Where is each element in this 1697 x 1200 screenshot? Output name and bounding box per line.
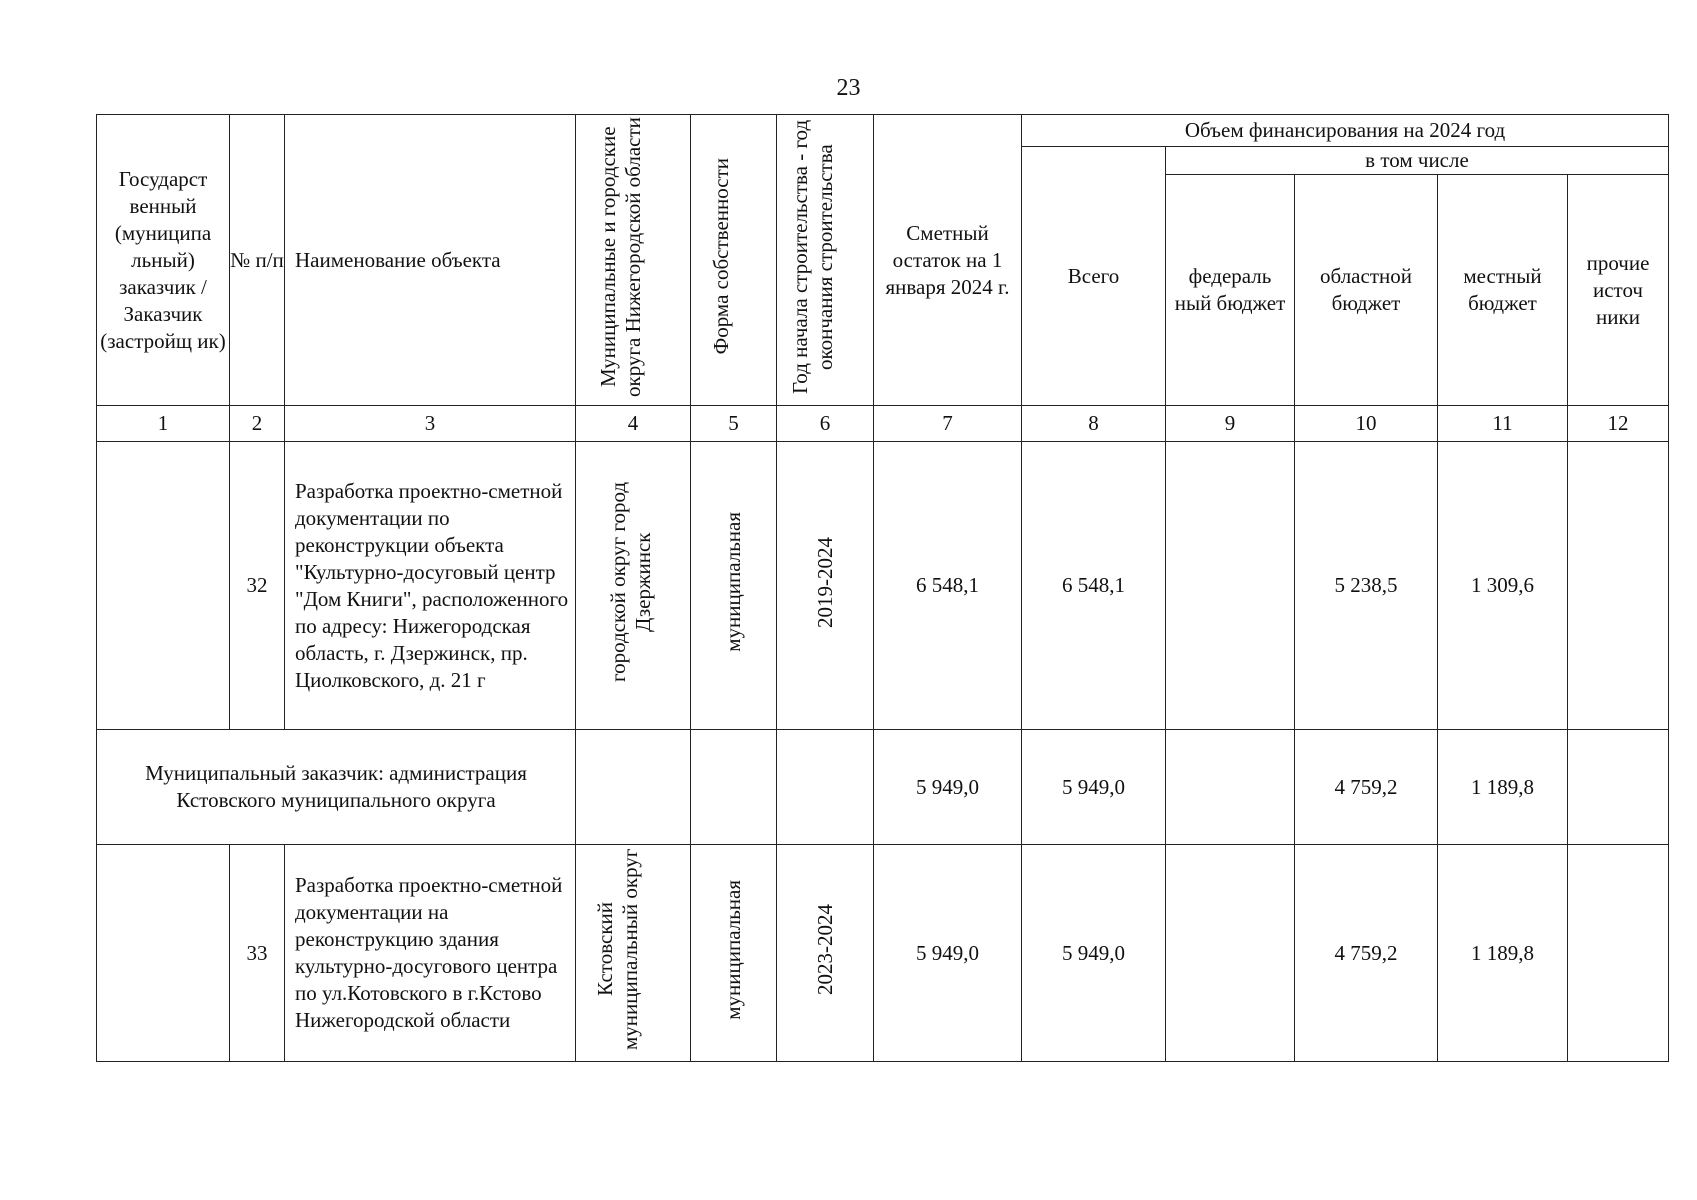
header-customer: Государст венный (муниципа льный) заказчик / Заказчик (застройщ ик) [97,115,230,406]
cell-name: Разработка проектно-сметной документации по реконструкции объекта "Культурно-досуговый центр "Дом Книги", расположенного по адресу: Нижегородская область, г. Дзержинск, пр. Циолковского, д. 21 г [285,442,576,730]
column-number: 5 [691,406,777,442]
cell-federal [1166,845,1295,1062]
header-ownership-text: Форма собственности [708,158,733,355]
header-name: Наименование объекта [285,115,576,406]
header-estimate: Сметный остаток на 1 января 2024 г. [874,115,1022,406]
column-number: 8 [1022,406,1166,442]
cell-years-text: 2019-2024 [812,536,837,628]
table-row [97,845,1669,1062]
header-row-top [97,115,1669,147]
header-regional: областной бюджет [1295,175,1438,406]
cell-customer [97,442,230,730]
column-numbers-row [97,406,1669,442]
cell-name: Разработка проектно-сметной документации на реконструкцию здания культурно-досугового центра по ул.Котовского в г.Кстово Нижегородской области [285,845,576,1062]
column-number: 12 [1568,406,1669,442]
cell-regional: 5 238,5 [1295,442,1438,730]
cell-no: 33 [230,845,285,1062]
column-number: 7 [874,406,1022,442]
cell-regional: 4 759,2 [1295,845,1438,1062]
cell-customer [97,845,230,1062]
column-number: 10 [1295,406,1438,442]
column-number: 1 [97,406,230,442]
subtotal-empty [576,730,691,845]
subtotal-label: Муниципальный заказчик: администрация Кстовского муниципального округа [97,730,576,845]
header-years-text: Год начала строительства - год окончания строительства [787,119,837,394]
cell-years-text: 2023-2024 [812,904,837,995]
cell-other [1568,845,1669,1062]
subtotal-empty [777,730,874,845]
header-total: Всего [1022,147,1166,406]
cell-ownership [691,442,777,730]
header-other: прочие источ ники [1568,175,1669,406]
column-number: 11 [1438,406,1568,442]
subtotal-total: 5 949,0 [1022,730,1166,845]
table-row [97,442,1669,730]
cell-total: 6 548,1 [1022,442,1166,730]
cell-ownership-text: муниципальная [721,512,745,652]
cell-municipality-text: городской округ город Дзержинск [605,481,655,683]
cell-estimate: 6 548,1 [874,442,1022,730]
subtotal-row [97,730,1669,845]
cell-estimate: 5 949,0 [874,845,1022,1062]
subtotal-federal [1166,730,1295,845]
subtotal-empty [691,730,777,845]
cell-federal [1166,442,1295,730]
header-federal: федераль ный бюджет [1166,175,1295,406]
subtotal-local: 1 189,8 [1438,730,1568,845]
cell-local: 1 309,6 [1438,442,1568,730]
cell-years [777,845,874,1062]
column-number: 4 [576,406,691,442]
header-funding: Объем финансирования на 2024 год [1022,115,1669,147]
cell-municipality [576,442,691,730]
cell-municipality-text: Кстовский муниципальный округ [593,848,642,1051]
header-including: в том числе [1166,147,1669,175]
column-number: 2 [230,406,285,442]
cell-years [777,442,874,730]
subtotal-estimate: 5 949,0 [874,730,1022,845]
header-years [777,115,874,406]
subtotal-regional: 4 759,2 [1295,730,1438,845]
cell-other [1568,442,1669,730]
cell-local: 1 189,8 [1438,845,1568,1062]
header-municipality-text: Муниципальные и городские округа Нижегородской области [595,116,645,397]
subtotal-other [1568,730,1669,845]
header-local: местный бюджет [1438,175,1568,406]
cell-no: 32 [230,442,285,730]
funding-table [96,114,1669,1062]
cell-total: 5 949,0 [1022,845,1166,1062]
column-number: 3 [285,406,576,442]
cell-municipality [576,845,691,1062]
header-municipality [576,115,691,406]
column-number: 6 [777,406,874,442]
cell-ownership [691,845,777,1062]
header-no: № п/п [230,115,285,406]
page-number: 23 [836,75,861,101]
column-number: 9 [1166,406,1295,442]
header-ownership [691,115,777,406]
cell-ownership-text: муниципальная [721,879,745,1020]
